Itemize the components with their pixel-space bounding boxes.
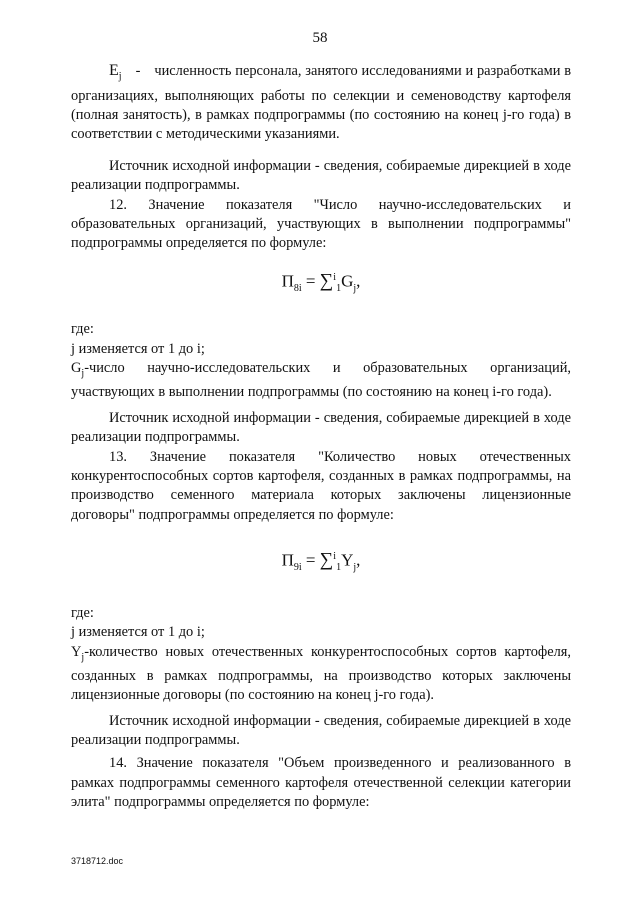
symbol-g: $G_j$: [71, 360, 85, 379]
formula-p8: $П_{8i} = \sum^i_1G_j$,: [281, 270, 361, 294]
indicator-12-paragraph: 12. Значение показателя "Число научно-исследовательских и образовательных организаций, участвующих в выполнении подпрограммы" подпрограммы определяется по формуле:: [71, 196, 571, 252]
definition-gj-text: число научно-исследовательских и образовательных организаций, участвующих в выполнении подпрограммы (по состоянию на конец i-го года).: [71, 360, 571, 401]
definition-yj-text: количество новых отечественных конкурентоспособных сортов картофеля, созданных в рамках подпрограммы, на производство которых заключены лицензионные договоры (по состоянию на конец j-го года).: [71, 643, 571, 704]
definition-ej-text: численность персонала, занятого исследованиями и разработками в организациях, выполняющих работы по селекции и семеноводству картофеля (полная занятость), в рамках подпрограммы (по состоянию на конец j-го года) в соответствии с методическими указаниями.: [71, 63, 571, 143]
page-number: 58: [312, 30, 328, 46]
symbol-e: $E_j$: [109, 62, 122, 83]
j-range-1: j изменяется от 1 до i;: [71, 340, 205, 357]
where-label-1: где:: [71, 321, 94, 338]
formula-p9: $П_{9i} = \sum^i_1Y_j$,: [281, 549, 361, 574]
where-label-2: где:: [71, 604, 94, 621]
indicator-13-paragraph: 13. Значение показателя "Количество новых отечественных конкурентоспособных сортов картофеля, созданных в рамках подпрограммы, на производство семенного материала которых заключены лицензионные договоры" подпрограммы определяется по формуле:: [71, 448, 571, 523]
definition-ej: $E_j$ - численность персонала, занятого исследованиями и разработками в организациях, выполняющих работы по селекции и семеноводству картофеля (полная занятость), в рамках подпрограммы (по состоянию на конец j-го года) в соответствии с методическими указаниями.: [71, 62, 571, 143]
definition-gj: $G_j$-число научно-исследовательских и образовательных организаций, участвующих в выполнении подпрограммы (по состоянию на конец i-го года).: [71, 360, 571, 401]
source-paragraph-2: Источник исходной информации - сведения, собираемые дирекцией в ходе реализации подпрограммы.: [71, 409, 571, 446]
page-body: [71, 61, 571, 813]
symbol-y: $Y_j$: [71, 643, 85, 663]
source-paragraph-1: Источник исходной информации - сведения, собираемые дирекцией в ходе реализации подпрограммы.: [71, 157, 571, 194]
j-range-2: j изменяется от 1 до i;: [71, 624, 205, 641]
indicator-14-paragraph: 14. Значение показателя "Объем произведенного и реализованного в рамках подпрограммы семенного картофеля отечественной селекции категории элита" подпрограммы определяется по формуле:: [71, 755, 571, 811]
definition-yj: $Y_j$-количество новых отечественных конкурентоспособных сортов картофеля, созданных в рамках подпрограммы, на производство которых заключены лицензионные договоры (по состоянию на конец j-го года).: [71, 643, 571, 704]
document-footer-filename: 3718712.doc: [71, 856, 124, 866]
source-paragraph-3: Источник исходной информации - сведения, собираемые дирекцией в ходе реализации подпрограммы.: [71, 712, 571, 748]
